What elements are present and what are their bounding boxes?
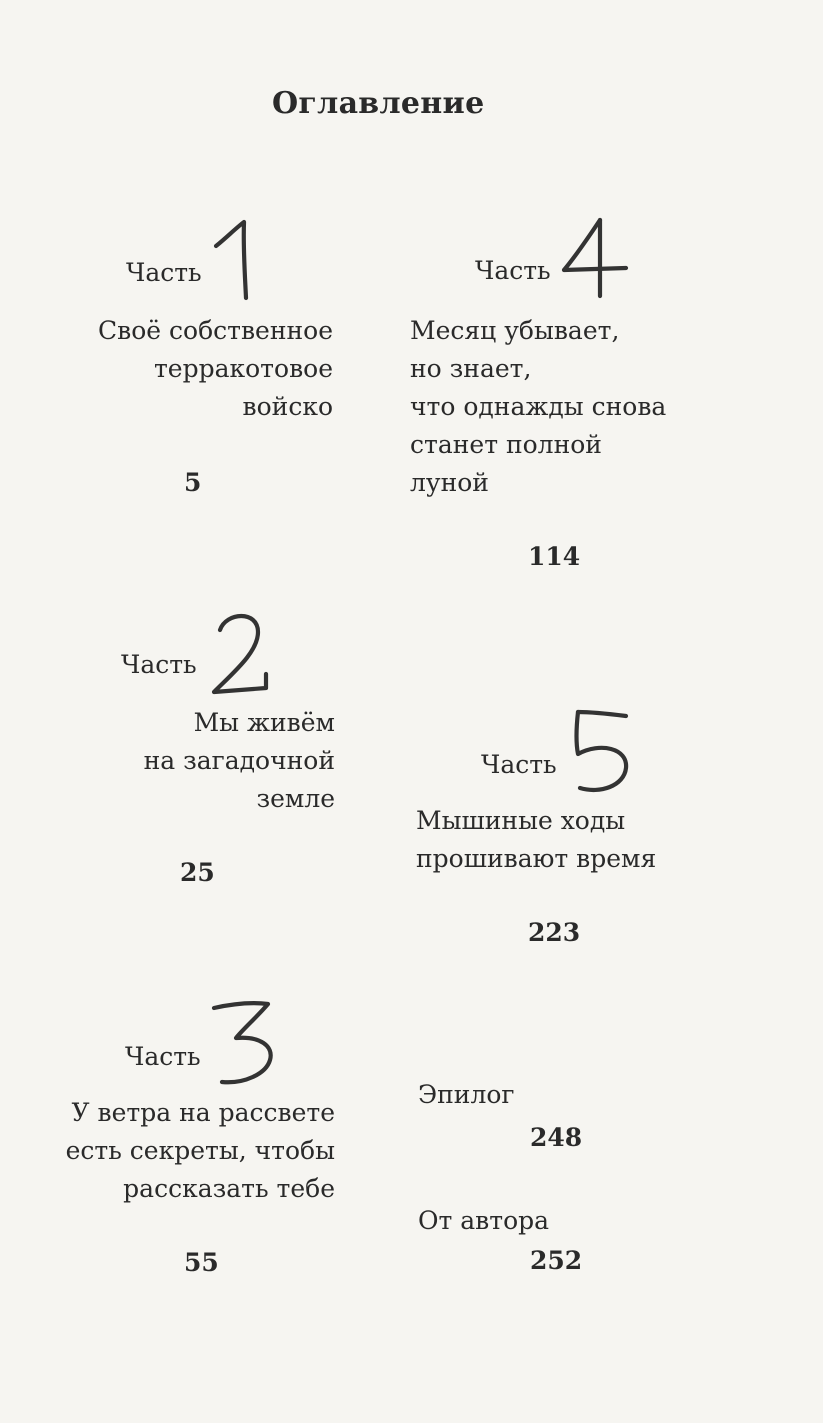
part-2-title-line: земле xyxy=(256,784,335,813)
part-2-title-line: Мы живём xyxy=(193,708,335,737)
part-3-title xyxy=(66,1094,335,1208)
numeral-3-icon xyxy=(208,998,280,1092)
part-1-title-line: Своё собственное xyxy=(98,316,333,345)
numeral-5-icon xyxy=(570,706,635,800)
part-5-page-number: 223 xyxy=(528,918,581,947)
part-1-label: Часть xyxy=(126,258,202,287)
author-note-label: От автора xyxy=(418,1206,550,1235)
part-5-title xyxy=(416,802,656,878)
part-4-page-number: 114 xyxy=(528,542,581,571)
epilogue-page-number: 248 xyxy=(530,1123,583,1152)
part-5-title-line: Мышиные ходы xyxy=(416,806,626,835)
part-1-page-number: 5 xyxy=(184,468,202,497)
numeral-1-icon xyxy=(210,218,260,307)
part-2-title xyxy=(144,704,335,818)
part-2-page-number: 25 xyxy=(180,858,215,887)
part-4-title-line: Месяц убывает, xyxy=(410,316,620,345)
part-3-page-number: 55 xyxy=(184,1248,219,1277)
part-3-title-line: рассказать тебе xyxy=(123,1174,335,1203)
part-4-title-line: станет полной xyxy=(410,430,602,459)
part-4-title-line: но знает, xyxy=(410,354,532,383)
part-3-label: Часть xyxy=(125,1042,201,1071)
part-4-title-line: что однажды снова xyxy=(410,392,667,421)
page-title: Оглавление xyxy=(272,86,485,121)
part-1-title-line: войско xyxy=(242,392,333,421)
part-5-title-line: прошивают время xyxy=(416,844,657,873)
part-3-title-line: У ветра на рассвете xyxy=(71,1098,335,1127)
part-2-label: Часть xyxy=(121,650,197,679)
author-note-page-number: 252 xyxy=(530,1246,583,1275)
part-5-label: Часть xyxy=(481,750,557,779)
part-3-title-line: есть секреты, чтобы xyxy=(65,1136,335,1165)
part-2-title-line: на загадочной xyxy=(143,746,335,775)
numeral-4-icon xyxy=(560,216,630,305)
part-4-label: Часть xyxy=(475,256,551,285)
part-4-title xyxy=(410,312,666,502)
part-1-title xyxy=(98,312,333,426)
epilogue-label: Эпилог xyxy=(418,1080,515,1109)
numeral-2-icon xyxy=(208,608,278,697)
part-1-title-line: терракотовое xyxy=(153,354,333,383)
part-4-title-line: луной xyxy=(410,468,489,497)
